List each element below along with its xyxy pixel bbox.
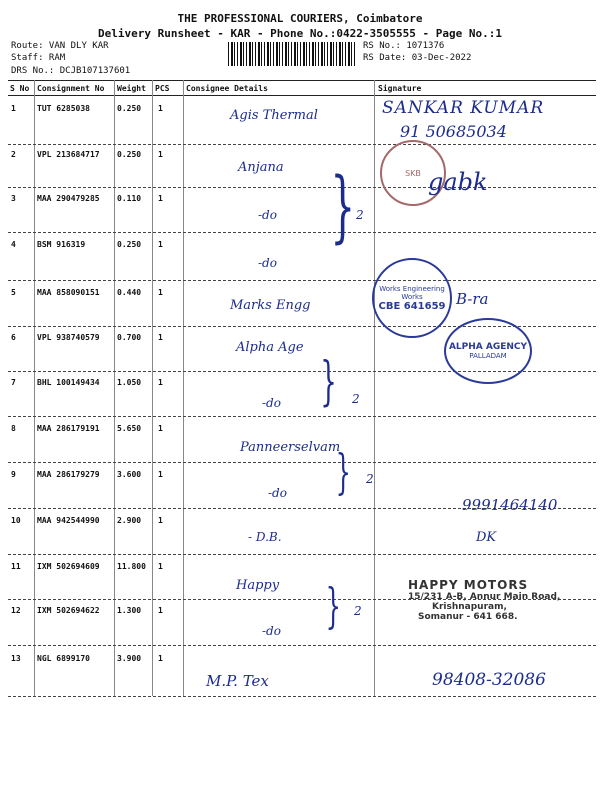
route-label: Route: VAN DLY KAR xyxy=(11,41,109,51)
signature-phone: 98408-32086 xyxy=(432,670,546,690)
handwritten-ditto: -do xyxy=(258,208,277,222)
row-weight: 0.440 xyxy=(117,288,142,297)
table-row xyxy=(0,516,600,528)
row-sno: 5 xyxy=(11,288,16,297)
drs-number: DRS No.: DCJB107137601 xyxy=(11,66,131,76)
alpha-agency-stamp xyxy=(444,318,532,384)
col-consignee: Consignee Details xyxy=(186,84,268,93)
table-row xyxy=(0,424,600,436)
row-pcs: 1 xyxy=(158,562,163,571)
company-address-2: Krishnapuram, xyxy=(432,602,507,612)
row-consignment: TUT 6285038 xyxy=(37,104,90,113)
row-pcs: 1 xyxy=(158,424,163,433)
row-pcs: 1 xyxy=(158,194,163,203)
row-consignment: IXM 502694609 xyxy=(37,562,100,571)
handwritten-brace: } xyxy=(325,578,341,634)
row-separator xyxy=(8,554,596,555)
row-consignment: MAA 858090151 xyxy=(37,288,100,297)
table-row xyxy=(0,470,600,482)
row-consignment: BSM 916319 xyxy=(37,240,86,249)
row-pcs: 1 xyxy=(158,104,163,113)
row-weight: 5.650 xyxy=(117,424,142,433)
staff-label: Staff: RAM xyxy=(11,53,66,63)
row-consignment: NGL 6899170 xyxy=(37,654,90,663)
row-separator xyxy=(8,232,596,233)
signature-phone: 91 50685034 xyxy=(400,122,507,141)
handwritten-ditto: -do xyxy=(262,624,281,638)
handwritten-count: 2 xyxy=(352,392,360,406)
company-address-3: Somanur - 641 668. xyxy=(418,612,518,622)
row-consignment: MAA 942544990 xyxy=(37,516,100,525)
row-weight: 1.300 xyxy=(117,606,142,615)
signature-scribble: DK xyxy=(476,530,497,545)
table-row xyxy=(0,150,600,162)
small-stamp-text: SKB xyxy=(405,168,421,178)
row-sno: 6 xyxy=(11,333,16,342)
table-row xyxy=(0,562,600,574)
row-separator xyxy=(8,280,596,281)
row-consignment: MAA 286179279 xyxy=(37,470,100,479)
handwritten-consignee: Alpha Age xyxy=(236,340,304,355)
row-consignment: MAA 290479285 xyxy=(37,194,100,203)
handwritten-brace: } xyxy=(335,444,351,500)
row-sno: 9 xyxy=(11,470,16,479)
handwritten-count: 2 xyxy=(354,604,362,618)
signature-phone: 9991464140 xyxy=(462,496,558,514)
header-top-rule xyxy=(8,80,596,81)
row-sno: 8 xyxy=(11,424,16,433)
header-bottom-rule xyxy=(8,95,596,96)
table-row xyxy=(0,194,600,206)
row-sno: 7 xyxy=(11,378,16,387)
row-separator xyxy=(8,187,596,188)
handwritten-ditto: -do xyxy=(262,396,281,410)
row-weight: 0.250 xyxy=(117,240,142,249)
handwritten-consignee: Anjana xyxy=(238,160,284,175)
col-pcs: PCS xyxy=(155,84,170,93)
handwritten-consignee: Happy xyxy=(236,578,280,593)
row-separator xyxy=(8,645,596,646)
works-stamp-ring: Works Engineering Works xyxy=(379,284,445,301)
handwritten-consignee: - D.B. xyxy=(248,530,282,544)
row-weight: 3.900 xyxy=(117,654,142,663)
row-pcs: 1 xyxy=(158,516,163,525)
handwritten-consignee: Marks Engg xyxy=(230,298,311,313)
row-sno: 10 xyxy=(11,516,21,525)
table-row xyxy=(0,378,600,390)
row-weight: 2.900 xyxy=(117,516,142,525)
row-pcs: 1 xyxy=(158,150,163,159)
table-row xyxy=(0,654,600,666)
handwritten-count: 2 xyxy=(356,208,364,222)
row-pcs: 1 xyxy=(158,288,163,297)
row-weight: 0.250 xyxy=(117,104,142,113)
row-separator xyxy=(8,462,596,463)
signature-scribble: B-ra xyxy=(456,290,489,308)
rs-date: RS Date: 03-Dec-2022 xyxy=(363,53,472,63)
row-consignment: VPL 213684717 xyxy=(37,150,100,159)
col-consignment: Consignment No xyxy=(37,84,105,93)
table-row xyxy=(0,240,600,252)
row-consignment: IXM 502694622 xyxy=(37,606,100,615)
row-weight: 11.800 xyxy=(117,562,146,571)
row-sno: 4 xyxy=(11,240,16,249)
signature-scribble: gabk xyxy=(428,168,488,196)
handwritten-ditto: -do xyxy=(268,486,287,500)
alpha-stamp-ring: ALPHA AGENCY xyxy=(448,342,528,352)
works-stamp xyxy=(372,258,452,338)
row-sno: 13 xyxy=(11,654,21,663)
rs-number: RS No.: 1071376 xyxy=(363,41,445,51)
document-subtitle: Delivery Runsheet - KAR - Phone No.:0422-3505555 - Page No.:1 xyxy=(98,27,502,40)
document-title: THE PROFESSIONAL COURIERS, Coimbatore xyxy=(177,12,423,25)
handwritten-consignee: Agis Thermal xyxy=(230,108,318,123)
company-address-1: 15/231 A-B, Annur Main Road, xyxy=(408,592,561,602)
row-consignment: VPL 938740579 xyxy=(37,333,100,342)
row-sno: 12 xyxy=(11,606,21,615)
handwritten-brace: } xyxy=(320,352,337,412)
row-pcs: 1 xyxy=(158,378,163,387)
row-pcs: 1 xyxy=(158,654,163,663)
row-weight: 0.250 xyxy=(117,150,142,159)
row-sno: 3 xyxy=(11,194,16,203)
handwritten-consignee: Panneerselvam xyxy=(240,440,341,455)
company-stamp xyxy=(408,578,560,622)
row-weight: 0.110 xyxy=(117,194,142,203)
row-pcs: 1 xyxy=(158,606,163,615)
row-pcs: 1 xyxy=(158,470,163,479)
row-sno: 2 xyxy=(11,150,16,159)
row-consignment: MAA 286179191 xyxy=(37,424,100,433)
handwritten-brace: } xyxy=(330,162,356,252)
row-separator xyxy=(8,696,596,697)
row-separator xyxy=(8,144,596,145)
barcode xyxy=(228,42,356,66)
row-sno: 11 xyxy=(11,562,21,571)
row-pcs: 1 xyxy=(158,240,163,249)
row-consignment: BHL 100149434 xyxy=(37,378,100,387)
company-name: HAPPY MOTORS xyxy=(408,578,529,592)
row-sno: 1 xyxy=(11,104,16,113)
handwritten-count: 2 xyxy=(366,472,374,486)
handwritten-ditto: -do xyxy=(258,256,277,270)
alpha-stamp-bottom: PALLADAM xyxy=(469,352,507,360)
col-signature: Signature xyxy=(378,84,422,93)
row-weight: 1.050 xyxy=(117,378,142,387)
row-weight: 3.600 xyxy=(117,470,142,479)
handwritten-consignee: M.P. Tex xyxy=(206,672,269,690)
works-stamp-center: CBE 641659 xyxy=(378,300,446,312)
row-pcs: 1 xyxy=(158,333,163,342)
row-weight: 0.700 xyxy=(117,333,142,342)
col-weight: Weight xyxy=(117,84,146,93)
row-separator xyxy=(8,416,596,417)
col-sno: S No xyxy=(10,84,30,93)
signature-name: SANKAR KUMAR xyxy=(382,98,545,118)
